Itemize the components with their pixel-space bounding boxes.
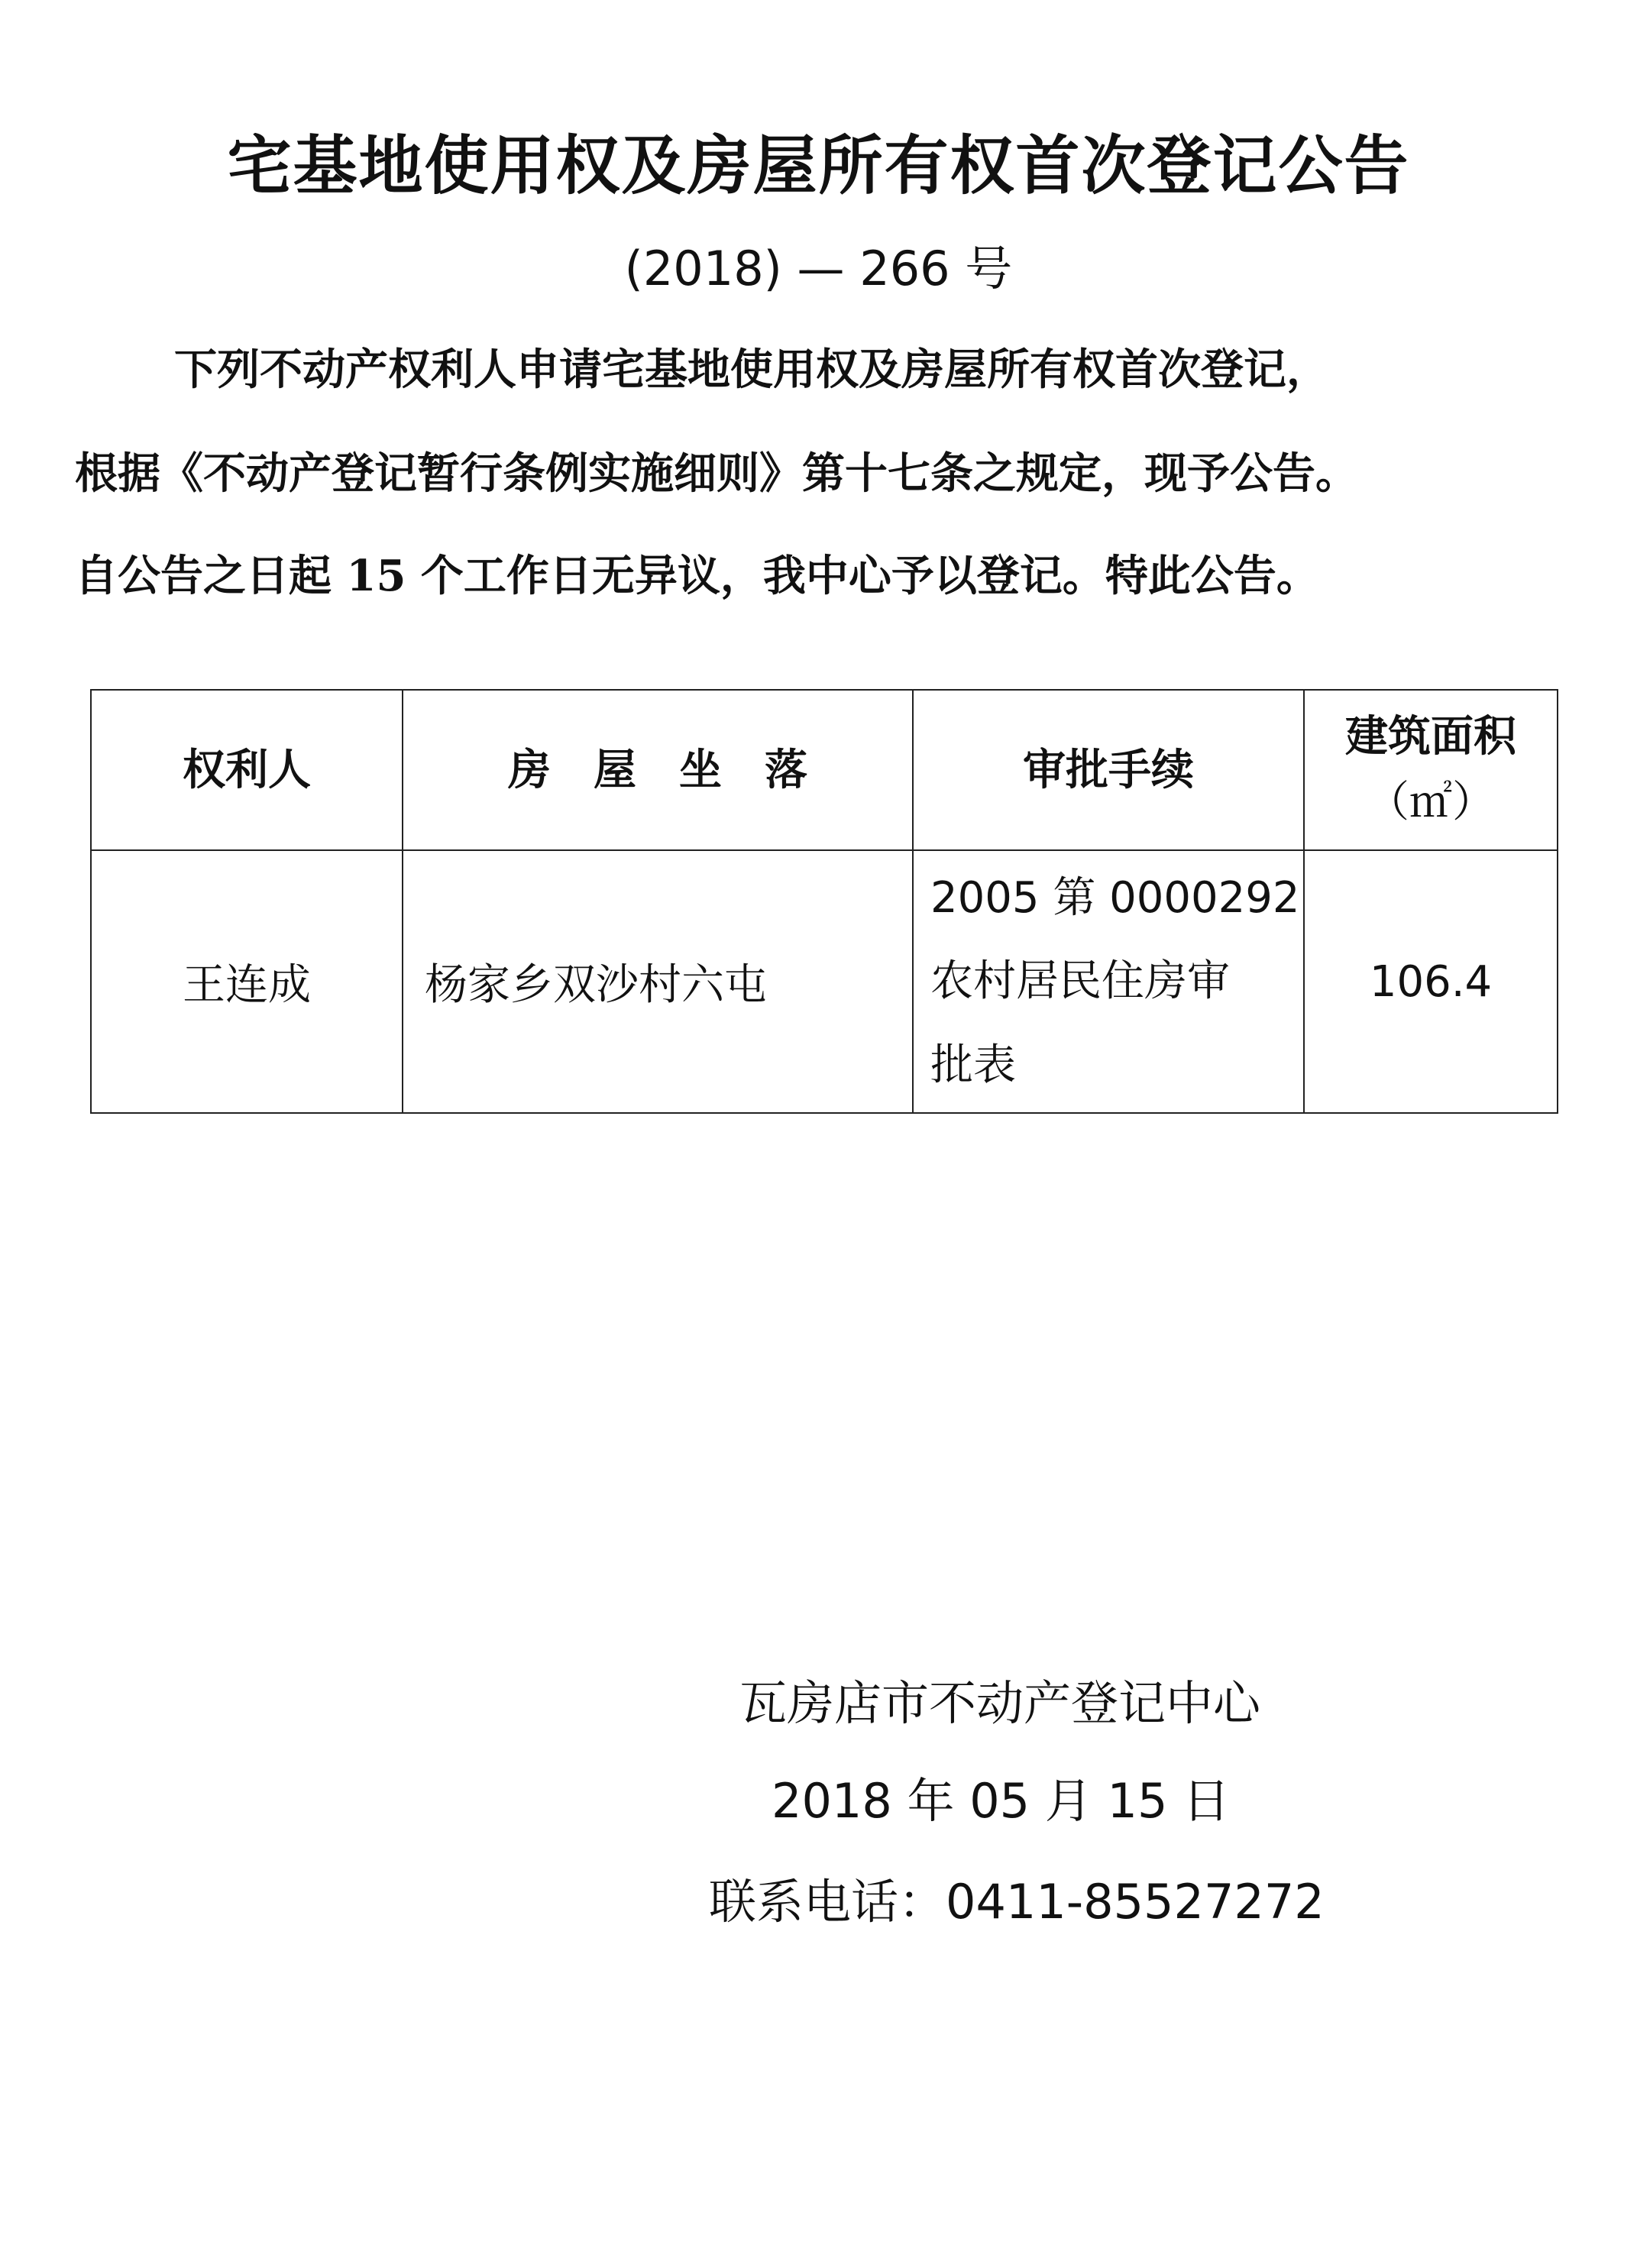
cell-location: 杨家乡双沙村六屯 — [403, 850, 913, 1113]
header-area-unit: （㎡） — [1367, 778, 1495, 827]
issue-date: 2018 年 05 月 15 日 — [772, 1773, 1231, 1829]
contact-phone: 联系电话：0411-85527272 — [709, 1874, 1325, 1930]
table-row — [91, 850, 1558, 1113]
cell-area: 106.4 — [1304, 850, 1558, 1113]
header-area — [1304, 690, 1558, 850]
cell-approval — [913, 850, 1304, 1113]
cell-owner: 王连成 — [91, 850, 403, 1113]
document-number: (2018) — 266 号 — [624, 241, 1013, 296]
header-approval: 审批手续 — [913, 690, 1304, 850]
notice-body-line-2: 根据《不动产登记暂行条例实施细则》第十七条之规定，现予公告。 — [75, 448, 1358, 499]
header-owner: 权利人 — [91, 690, 403, 850]
approval-line-2: 农村居民住房审 — [930, 956, 1230, 1007]
table-header-row — [91, 690, 1558, 850]
approval-line-1: 2005 第 0000292 — [930, 873, 1300, 924]
notice-body-line-3: 自公告之日起 15 个工作日无异议，我中心予以登记。特此公告。 — [75, 551, 1319, 601]
notice-title: 宅基地使用权及房屋所有权首次登记公告 — [227, 128, 1410, 203]
header-area-label: 建筑面积 — [1345, 711, 1516, 762]
notice-body-line-1: 下列不动产权利人申请宅基地使用权及房屋所有权首次登记， — [174, 345, 1329, 395]
issuing-organization: 瓦房店市不动产登记中心 — [739, 1675, 1261, 1731]
header-location: 房 屋 坐 落 — [403, 690, 913, 850]
approval-line-3: 批表 — [930, 1040, 1016, 1090]
registration-table — [90, 689, 1558, 1114]
